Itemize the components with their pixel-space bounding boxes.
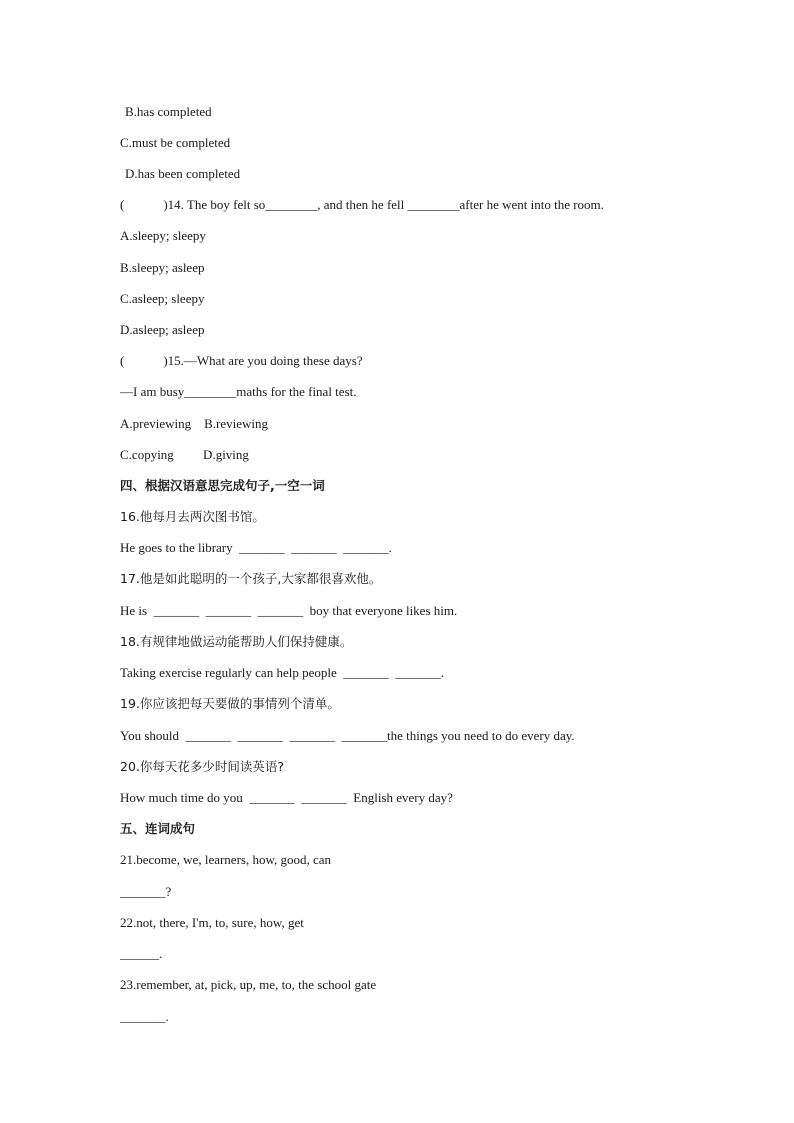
q17-english: He is _______ _______ _______ boy that everyone likes him. bbox=[120, 603, 458, 618]
q16-english: He goes to the library _______ _______ _______. bbox=[120, 540, 392, 555]
q20-chinese: 20.你每天花多少时间读英语? bbox=[120, 759, 285, 774]
q14-option-d: D.asleep; asleep bbox=[120, 322, 205, 337]
q15-reply: —I am busy________maths for the final test. bbox=[120, 384, 357, 399]
q15-options-ab: A.previewing B.reviewing bbox=[120, 416, 269, 431]
q23-answer-blank: _______. bbox=[120, 1009, 169, 1024]
q20-english: How much time do you _______ _______ English every day? bbox=[120, 790, 453, 805]
q15-stem: ( )15.—What are you doing these days? bbox=[120, 353, 363, 368]
q15-options-cd: C.copying D.giving bbox=[120, 447, 249, 462]
q19-chinese: 19.你应该把每天要做的事情列个清单。 bbox=[120, 696, 340, 711]
q19-english: You should _______ _______ _______ _______the things you need to do every day. bbox=[120, 728, 575, 743]
section-4-heading: 四、根据汉语意思完成句子,一空一词 bbox=[120, 478, 325, 493]
q13-option-d: D.has been completed bbox=[125, 166, 241, 181]
q14-stem: ( )14. The boy felt so________, and then he fell ________after he went into the room. bbox=[120, 197, 604, 212]
section-5-heading: 五、连词成句 bbox=[120, 821, 196, 836]
q14-option-b: B.sleepy; asleep bbox=[120, 260, 205, 275]
q13-option-b: B.has completed bbox=[125, 104, 212, 119]
q18-english: Taking exercise regularly can help people _______ _______. bbox=[120, 665, 444, 680]
q14-option-a: A.sleepy; sleepy bbox=[120, 228, 206, 243]
q21-answer-blank: _______? bbox=[120, 884, 172, 899]
q22-words: 22.not, there, I'm, to, sure, how, get bbox=[120, 915, 304, 930]
q16-chinese: 16.他每月去两次图书馆。 bbox=[120, 509, 265, 524]
q18-chinese: 18.有规律地做运动能帮助人们保持健康。 bbox=[120, 634, 353, 649]
q13-option-c: C.must be completed bbox=[120, 135, 231, 150]
q17-chinese: 17.他是如此聪明的一个孩子,大家都很喜欢他。 bbox=[120, 571, 382, 586]
q23-words: 23.remember, at, pick, up, me, to, the school gate bbox=[120, 977, 377, 992]
q14-option-c: C.asleep; sleepy bbox=[120, 291, 205, 306]
q21-words: 21.become, we, learners, how, good, can bbox=[120, 852, 332, 867]
q22-answer-blank: ______. bbox=[120, 946, 163, 961]
